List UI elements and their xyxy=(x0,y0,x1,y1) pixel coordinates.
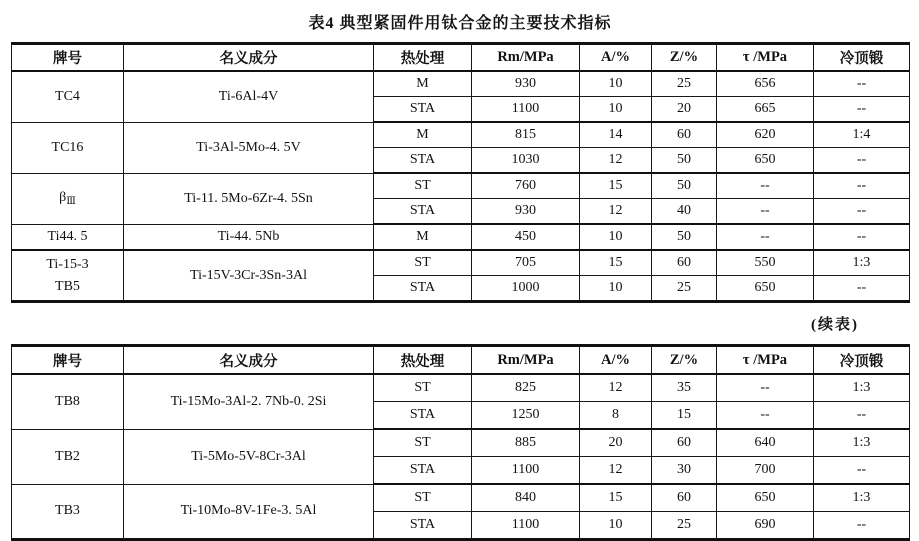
rm-cell: 930 xyxy=(472,71,580,97)
a-cell: 14 xyxy=(580,122,652,148)
rm-cell: 840 xyxy=(472,484,580,512)
heat-treatment-cell: STA xyxy=(374,512,472,540)
heat-treatment-cell: ST xyxy=(374,429,472,457)
col-header-cold-heading: 冷顶锻 xyxy=(814,346,910,375)
heat-treatment-cell: M xyxy=(374,122,472,148)
col-header-z: Z/% xyxy=(652,346,717,375)
grade-line-2: TB5 xyxy=(55,278,80,294)
col-header-cold-heading: 冷顶锻 xyxy=(814,44,910,72)
z-cell: 60 xyxy=(652,122,717,148)
heat-treatment-cell: ST xyxy=(374,173,472,199)
rm-cell: 760 xyxy=(472,173,580,199)
z-cell: 15 xyxy=(652,402,717,430)
continuation-label: (续表) xyxy=(811,317,859,333)
cold-heading-cell: -- xyxy=(814,71,910,97)
table-title: 表4 典型紧固件用钛合金的主要技术指标 xyxy=(308,15,612,32)
grade-subscript: Ⅲ xyxy=(66,196,76,207)
a-cell: 12 xyxy=(580,457,652,485)
cold-heading-cell: -- xyxy=(814,457,910,485)
tau-cell: -- xyxy=(717,173,814,199)
tau-cell: 700 xyxy=(717,457,814,485)
a-cell: 10 xyxy=(580,276,652,302)
z-cell: 20 xyxy=(652,97,717,123)
a-cell: 15 xyxy=(580,250,652,276)
col-header-heat-treatment: 热处理 xyxy=(374,346,472,375)
heat-treatment-cell: ST xyxy=(374,250,472,276)
col-header-a: A/% xyxy=(580,346,652,375)
col-header-z: Z/% xyxy=(652,44,717,72)
a-cell: 8 xyxy=(580,402,652,430)
tau-cell: -- xyxy=(717,224,814,250)
composition-cell: Ti-44. 5Nb xyxy=(124,224,374,250)
header-row xyxy=(12,44,910,72)
z-cell: 25 xyxy=(652,71,717,97)
z-cell: 60 xyxy=(652,250,717,276)
a-cell: 10 xyxy=(580,224,652,250)
grade-cell: TB8 xyxy=(12,374,124,429)
col-header-grade: 牌号 xyxy=(12,44,124,72)
heat-treatment-cell: STA xyxy=(374,276,472,302)
table-row xyxy=(12,484,910,512)
tau-cell: -- xyxy=(717,199,814,225)
table-row xyxy=(12,122,910,148)
rm-cell: 1250 xyxy=(472,402,580,430)
a-cell: 12 xyxy=(580,374,652,402)
table-row xyxy=(12,429,910,457)
titanium-alloy-table-continued xyxy=(11,344,910,541)
table-row xyxy=(12,173,910,199)
cold-heading-cell: 1:3 xyxy=(814,484,910,512)
rm-cell: 1100 xyxy=(472,457,580,485)
z-cell: 50 xyxy=(652,173,717,199)
cold-heading-cell: 1:3 xyxy=(814,429,910,457)
z-cell: 25 xyxy=(652,276,717,302)
tau-cell: 620 xyxy=(717,122,814,148)
composition-cell: Ti-15Mo-3Al-2. 7Nb-0. 2Si xyxy=(124,374,374,429)
tau-cell: 650 xyxy=(717,276,814,302)
cold-heading-cell: -- xyxy=(814,148,910,174)
heat-treatment-cell: STA xyxy=(374,97,472,123)
rm-cell: 1100 xyxy=(472,512,580,540)
heat-treatment-cell: ST xyxy=(374,484,472,512)
col-header-rm: Rm/MPa xyxy=(472,346,580,375)
header-row xyxy=(12,346,910,375)
heat-treatment-cell: STA xyxy=(374,402,472,430)
rm-cell: 1030 xyxy=(472,148,580,174)
composition-cell: Ti-15V-3Cr-3Sn-3Al xyxy=(124,250,374,302)
z-cell: 40 xyxy=(652,199,717,225)
cold-heading-cell: 1:3 xyxy=(814,374,910,402)
z-cell: 25 xyxy=(652,512,717,540)
col-header-a: A/% xyxy=(580,44,652,72)
rm-cell: 825 xyxy=(472,374,580,402)
heat-treatment-cell: STA xyxy=(374,148,472,174)
composition-cell: Ti-6Al-4V xyxy=(124,71,374,122)
a-cell: 20 xyxy=(580,429,652,457)
col-header-rm: Rm/MPa xyxy=(472,44,580,72)
col-header-composition: 名义成分 xyxy=(124,346,374,375)
z-cell: 35 xyxy=(652,374,717,402)
rm-cell: 450 xyxy=(472,224,580,250)
composition-cell: Ti-5Mo-5V-8Cr-3Al xyxy=(124,429,374,484)
grade-cell: TB2 xyxy=(12,429,124,484)
table-row xyxy=(12,374,910,402)
tau-cell: 650 xyxy=(717,484,814,512)
grade-cell: TC4 xyxy=(12,71,124,122)
col-header-composition: 名义成分 xyxy=(124,44,374,72)
col-header-grade: 牌号 xyxy=(12,346,124,375)
grade-symbol: β xyxy=(59,190,67,205)
heat-treatment-cell: M xyxy=(374,224,472,250)
heat-treatment-cell: ST xyxy=(374,374,472,402)
grade-cell: TC16 xyxy=(12,122,124,173)
a-cell: 10 xyxy=(580,71,652,97)
z-cell: 60 xyxy=(652,484,717,512)
rm-cell: 1000 xyxy=(472,276,580,302)
tau-cell: -- xyxy=(717,402,814,430)
titanium-alloy-table-main xyxy=(11,42,910,303)
col-header-tau: τ /MPa xyxy=(717,346,814,375)
z-cell: 60 xyxy=(652,429,717,457)
composition-cell: Ti-10Mo-8V-1Fe-3. 5Al xyxy=(124,484,374,540)
table-row xyxy=(12,224,910,250)
composition-cell: Ti-3Al-5Mo-4. 5V xyxy=(124,122,374,173)
cold-heading-cell: -- xyxy=(814,512,910,540)
table-row xyxy=(12,71,910,97)
z-cell: 50 xyxy=(652,224,717,250)
tau-cell: 640 xyxy=(717,429,814,457)
col-header-tau: τ /MPa xyxy=(717,44,814,72)
rm-cell: 815 xyxy=(472,122,580,148)
cold-heading-cell: -- xyxy=(814,224,910,250)
tau-cell: 650 xyxy=(717,148,814,174)
tau-cell: 690 xyxy=(717,512,814,540)
grade-cell xyxy=(12,173,124,224)
tau-cell: 656 xyxy=(717,71,814,97)
grade-line-1: Ti-15-3 xyxy=(46,256,89,272)
z-cell: 50 xyxy=(652,148,717,174)
grade-cell xyxy=(12,250,124,302)
a-cell: 12 xyxy=(580,199,652,225)
table-row xyxy=(12,250,910,276)
tau-cell: -- xyxy=(717,374,814,402)
rm-cell: 885 xyxy=(472,429,580,457)
rm-cell: 930 xyxy=(472,199,580,225)
col-header-heat-treatment: 热处理 xyxy=(374,44,472,72)
a-cell: 15 xyxy=(580,173,652,199)
a-cell: 10 xyxy=(580,97,652,123)
cold-heading-cell: -- xyxy=(814,276,910,302)
heat-treatment-cell: M xyxy=(374,71,472,97)
heat-treatment-cell: STA xyxy=(374,457,472,485)
tau-cell: 665 xyxy=(717,97,814,123)
cold-heading-cell: 1:4 xyxy=(814,122,910,148)
composition-cell: Ti-11. 5Mo-6Zr-4. 5Sn xyxy=(124,173,374,224)
grade-cell: TB3 xyxy=(12,484,124,540)
cold-heading-cell: -- xyxy=(814,173,910,199)
heat-treatment-cell: STA xyxy=(374,199,472,225)
a-cell: 15 xyxy=(580,484,652,512)
tau-cell: 550 xyxy=(717,250,814,276)
cold-heading-cell: 1:3 xyxy=(814,250,910,276)
a-cell: 10 xyxy=(580,512,652,540)
z-cell: 30 xyxy=(652,457,717,485)
cold-heading-cell: -- xyxy=(814,402,910,430)
rm-cell: 1100 xyxy=(472,97,580,123)
rm-cell: 705 xyxy=(472,250,580,276)
cold-heading-cell: -- xyxy=(814,97,910,123)
grade-cell: Ti44. 5 xyxy=(12,224,124,250)
a-cell: 12 xyxy=(580,148,652,174)
cold-heading-cell: -- xyxy=(814,199,910,225)
